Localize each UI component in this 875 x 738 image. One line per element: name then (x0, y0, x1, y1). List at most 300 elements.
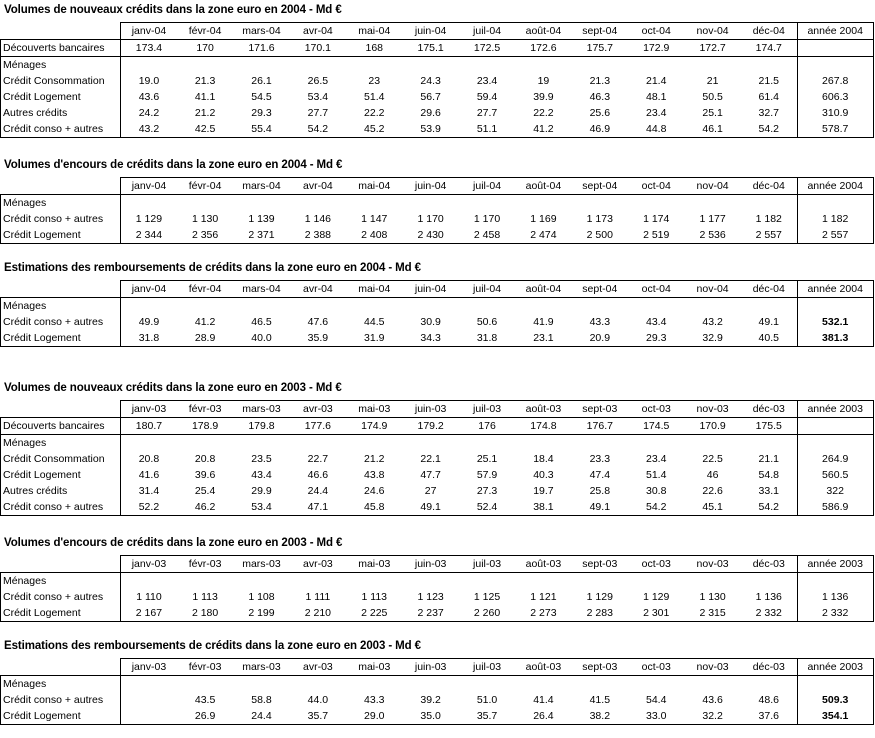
month-header: avr-03 (290, 556, 346, 573)
value-cell: 20.8 (121, 451, 177, 467)
month-header: déc-04 (741, 178, 797, 195)
month-header: févr-04 (177, 281, 233, 298)
value-cell (459, 573, 515, 590)
value-cell: 47.1 (290, 499, 346, 516)
row-label: Crédit Consommation (1, 73, 121, 89)
value-cell: 178.9 (177, 418, 233, 435)
value-cell (515, 195, 571, 212)
value-cell: 176.7 (572, 418, 628, 435)
value-cell (459, 435, 515, 452)
value-cell: 23.4 (645, 106, 667, 119)
value-cell: 47.7 (420, 468, 441, 481)
value-cell: 49.1 (572, 499, 628, 516)
section-title: Volumes de nouveaux crédits dans la zone euro en 2004 - Md € (4, 4, 342, 16)
value-cell: 29.0 (346, 708, 402, 725)
value-cell: 175.7 (572, 40, 628, 57)
value-cell (121, 435, 177, 452)
header-row (1, 23, 874, 40)
value-cell (402, 298, 458, 315)
value-cell (515, 676, 571, 693)
value-cell: 48.1 (645, 90, 667, 103)
value-cell: 1 129 (643, 590, 670, 603)
value-cell: 1 173 (586, 212, 613, 225)
value-cell (121, 708, 177, 725)
year-total-cell (797, 298, 873, 315)
month-header: mai-04 (346, 178, 402, 195)
value-cell: 40.3 (533, 468, 554, 481)
year-total-cell: 310.9 (797, 105, 873, 121)
value-cell (572, 298, 628, 315)
month-header: oct-03 (628, 401, 684, 418)
value-cell: 172.9 (628, 40, 684, 57)
value-cell (684, 195, 740, 212)
value-cell: 24.2 (121, 105, 177, 121)
month-header: nov-03 (684, 659, 740, 676)
value-cell: 46.9 (572, 121, 628, 138)
value-cell: 41.2 (194, 315, 216, 328)
header-row (1, 401, 874, 418)
header-blank (1, 401, 121, 418)
value-cell: 45.2 (346, 121, 402, 138)
value-cell (121, 676, 177, 693)
value-cell: 43.3 (364, 693, 385, 706)
table-row (1, 121, 874, 138)
value-cell: 2 180 (177, 605, 233, 622)
data-table (0, 555, 874, 622)
month-header: sept-04 (572, 281, 628, 298)
month-header: mai-04 (346, 23, 402, 40)
value-cell: 59.4 (476, 90, 498, 103)
month-header: févr-03 (177, 401, 233, 418)
value-cell: 43.6 (702, 693, 723, 706)
data-table (0, 280, 874, 347)
value-cell: 43.8 (364, 468, 385, 481)
header-row (1, 281, 874, 298)
header-blank (1, 556, 121, 573)
month-header: mars-03 (233, 659, 289, 676)
table-row (1, 418, 874, 435)
value-cell: 43.2 (702, 315, 723, 328)
value-cell (684, 435, 740, 452)
row-label: Ménages (1, 676, 121, 693)
value-cell: 26.4 (515, 708, 571, 725)
value-cell: 51.4 (364, 90, 385, 103)
value-cell: 1 111 (305, 590, 331, 603)
table-row (1, 211, 874, 227)
month-header: févr-03 (177, 659, 233, 676)
value-cell: 2 430 (402, 227, 458, 244)
value-cell: 45.1 (684, 499, 740, 516)
value-cell (628, 676, 684, 693)
row-label: Crédit conso + autres (1, 499, 121, 516)
value-cell: 29.9 (251, 484, 272, 497)
value-cell: 31.8 (459, 330, 515, 347)
value-cell: 38.2 (572, 708, 628, 725)
month-header: nov-04 (684, 178, 740, 195)
value-cell: 53.9 (402, 121, 458, 138)
month-header: mai-04 (346, 281, 402, 298)
table-row (1, 589, 874, 605)
value-cell (684, 573, 740, 590)
value-cell: 174.9 (346, 418, 402, 435)
year-total-cell: 586.9 (797, 499, 873, 516)
table-row (1, 89, 874, 105)
month-header: oct-03 (628, 556, 684, 573)
value-cell (515, 57, 571, 74)
value-cell (402, 676, 458, 693)
table-row (1, 330, 874, 347)
table-row (1, 467, 874, 483)
row-label: Autres crédits (1, 105, 121, 121)
value-cell: 2 167 (121, 605, 177, 622)
value-cell: 44.8 (628, 121, 684, 138)
row-label: Crédit conso + autres (1, 589, 121, 605)
table-row (1, 483, 874, 499)
value-cell: 51.4 (645, 468, 667, 481)
value-cell: 53.4 (233, 499, 289, 516)
row-label: Autres crédits (1, 483, 121, 499)
month-header: déc-03 (741, 659, 797, 676)
value-cell (572, 676, 628, 693)
value-cell (121, 195, 177, 212)
month-header: juil-04 (459, 178, 515, 195)
value-cell: 21.5 (758, 74, 779, 87)
month-header: oct-03 (628, 659, 684, 676)
value-cell: 49.1 (758, 315, 779, 328)
year-total-cell (797, 573, 873, 590)
value-cell: 2 332 (741, 605, 797, 622)
year-total-cell (797, 57, 873, 74)
value-cell: 1 113 (361, 590, 387, 603)
value-cell: 31.4 (121, 483, 177, 499)
data-table (0, 658, 874, 725)
value-cell: 170 (177, 40, 233, 57)
month-header: juil-04 (459, 281, 515, 298)
value-cell (233, 195, 289, 212)
value-cell: 49.9 (121, 314, 177, 330)
month-header: juil-03 (459, 659, 515, 676)
value-cell: 1 123 (417, 590, 444, 603)
value-cell: 1 139 (248, 212, 275, 225)
table-row (1, 435, 874, 452)
table-row (1, 298, 874, 315)
value-cell (515, 573, 571, 590)
value-cell: 43.4 (645, 315, 667, 328)
value-cell: 2 237 (402, 605, 458, 622)
value-cell: 22.1 (420, 452, 441, 465)
value-cell (121, 57, 177, 74)
value-cell: 51.0 (476, 693, 498, 706)
value-cell: 23.4 (476, 74, 498, 87)
value-cell: 26.9 (177, 708, 233, 725)
table-row (1, 708, 874, 725)
value-cell: 1 129 (586, 590, 613, 603)
value-cell: 175.5 (741, 418, 797, 435)
value-cell (515, 435, 571, 452)
value-cell: 174.8 (515, 418, 571, 435)
value-cell: 18.4 (533, 452, 554, 465)
value-cell: 49.1 (402, 499, 458, 516)
month-header: juin-04 (402, 23, 458, 40)
value-cell: 2 344 (121, 227, 177, 244)
month-header: déc-03 (741, 556, 797, 573)
month-header: févr-04 (177, 178, 233, 195)
month-header: mars-04 (233, 23, 289, 40)
value-cell: 26.5 (307, 74, 329, 87)
value-cell: 41.9 (533, 315, 554, 328)
value-cell: 40.5 (741, 330, 797, 347)
month-header: août-03 (515, 556, 571, 573)
year-total-cell: 606.3 (797, 89, 873, 105)
value-cell: 2 388 (290, 227, 346, 244)
value-cell: 170.1 (290, 40, 346, 57)
value-cell: 40.0 (233, 330, 289, 347)
value-cell: 46.3 (589, 90, 611, 103)
value-cell: 55.4 (233, 121, 289, 138)
value-cell: 2 519 (628, 227, 684, 244)
year-total-cell: 264.9 (797, 451, 873, 467)
value-cell: 25.4 (194, 484, 216, 497)
value-cell (741, 435, 797, 452)
value-cell: 32.9 (684, 330, 740, 347)
value-cell (572, 435, 628, 452)
value-cell: 52.2 (121, 499, 177, 516)
value-cell: 23.5 (251, 452, 272, 465)
value-cell: 54.2 (628, 499, 684, 516)
year-header: année 2004 (797, 23, 873, 40)
value-cell (290, 195, 346, 212)
month-header: août-04 (515, 23, 571, 40)
value-cell: 27.3 (476, 484, 498, 497)
value-cell (346, 57, 402, 74)
value-cell: 179.8 (233, 418, 289, 435)
row-label: Ménages (1, 573, 121, 590)
year-total-cell: 1 182 (797, 211, 873, 227)
value-cell: 39.6 (194, 468, 216, 481)
value-cell (572, 57, 628, 74)
value-cell (177, 57, 233, 74)
value-cell: 43.2 (121, 121, 177, 138)
row-label: Crédit Logement (1, 708, 121, 725)
value-cell: 1 147 (361, 212, 388, 225)
value-cell: 171.6 (233, 40, 289, 57)
month-header: avr-04 (290, 23, 346, 40)
year-total-cell (797, 435, 873, 452)
value-cell: 31.9 (346, 330, 402, 347)
value-cell (290, 676, 346, 693)
value-cell: 1 170 (473, 212, 501, 225)
month-header: nov-04 (684, 281, 740, 298)
header-blank (1, 178, 121, 195)
value-cell: 1 130 (191, 212, 219, 225)
value-cell: 1 125 (473, 590, 501, 603)
value-cell: 2 500 (572, 227, 628, 244)
value-cell (684, 57, 740, 74)
value-cell: 39.9 (533, 90, 554, 103)
value-cell: 22.6 (702, 484, 723, 497)
header-row (1, 556, 874, 573)
row-label: Crédit conso + autres (1, 211, 121, 227)
value-cell: 30.9 (420, 315, 441, 328)
month-header: avr-04 (290, 178, 346, 195)
value-cell: 22.2 (364, 106, 385, 119)
year-total-cell: 2 557 (797, 227, 873, 244)
value-cell: 172.6 (515, 40, 571, 57)
year-header: année 2003 (797, 401, 873, 418)
value-cell: 32.7 (758, 106, 779, 119)
value-cell: 21.2 (194, 106, 216, 119)
value-cell: 24.3 (420, 74, 441, 87)
value-cell: 54.2 (290, 121, 346, 138)
year-total-cell: 322 (797, 483, 873, 499)
value-cell: 22.2 (533, 106, 554, 119)
value-cell (741, 298, 797, 315)
row-label: Ménages (1, 195, 121, 212)
value-cell (233, 435, 289, 452)
table-row (1, 105, 874, 121)
value-cell (290, 435, 346, 452)
value-cell: 54.8 (758, 468, 779, 481)
value-cell: 176 (459, 418, 515, 435)
table-row (1, 57, 874, 74)
value-cell (346, 573, 402, 590)
value-cell: 2 371 (233, 227, 289, 244)
month-header: janv-04 (121, 281, 177, 298)
value-cell (290, 57, 346, 74)
value-cell: 46.6 (307, 468, 329, 481)
value-cell: 21.2 (364, 452, 385, 465)
year-total-cell: 381.3 (797, 330, 873, 347)
row-label: Crédit Consommation (1, 451, 121, 467)
value-cell: 31.8 (121, 330, 177, 347)
value-cell: 54.4 (645, 693, 667, 706)
value-cell (741, 57, 797, 74)
value-cell: 25.1 (702, 106, 723, 119)
value-cell: 53.4 (307, 90, 329, 103)
month-header: mai-03 (346, 401, 402, 418)
value-cell: 2 260 (459, 605, 515, 622)
value-cell (177, 676, 233, 693)
year-total-cell: 532.1 (797, 314, 873, 330)
value-cell: 38.1 (515, 499, 571, 516)
value-cell: 25.8 (589, 484, 611, 497)
month-header: déc-04 (741, 23, 797, 40)
row-label: Crédit conso + autres (1, 121, 121, 138)
header-blank (1, 659, 121, 676)
value-cell: 174.7 (741, 40, 797, 57)
value-cell (459, 676, 515, 693)
value-cell: 1 146 (304, 212, 331, 225)
value-cell: 22.5 (702, 452, 723, 465)
value-cell: 33.0 (628, 708, 684, 725)
table-row (1, 40, 874, 57)
header-blank (1, 281, 121, 298)
value-cell: 1 110 (121, 589, 177, 605)
value-cell: 170.9 (684, 418, 740, 435)
month-header: mars-03 (233, 556, 289, 573)
month-header: juin-03 (402, 659, 458, 676)
value-cell (515, 298, 571, 315)
value-cell: 175.1 (402, 40, 458, 57)
value-cell: 46.1 (684, 121, 740, 138)
value-cell: 27 (424, 484, 437, 497)
section-title: Estimations des remboursements de crédits dans la zone euro en 2003 - Md € (4, 640, 421, 652)
month-header: nov-03 (684, 401, 740, 418)
month-header: sept-03 (572, 401, 628, 418)
value-cell: 19 (537, 74, 550, 87)
table-row (1, 195, 874, 212)
value-cell: 177.6 (290, 418, 346, 435)
value-cell (628, 298, 684, 315)
value-cell: 35.0 (402, 708, 458, 725)
value-cell: 2 408 (346, 227, 402, 244)
data-table (0, 22, 874, 138)
row-label: Crédit Logement (1, 330, 121, 347)
value-cell: 39.2 (420, 693, 441, 706)
month-header: déc-03 (741, 401, 797, 418)
month-header: juil-03 (459, 556, 515, 573)
month-header: janv-03 (121, 659, 177, 676)
value-cell: 28.9 (177, 330, 233, 347)
year-total-cell (797, 418, 873, 435)
value-cell (290, 298, 346, 315)
row-label: Crédit Logement (1, 227, 121, 244)
value-cell: 19.0 (121, 73, 177, 89)
row-label: Crédit Logement (1, 89, 121, 105)
table-row (1, 499, 874, 516)
value-cell: 2 301 (628, 605, 684, 622)
value-cell: 173.4 (121, 40, 177, 57)
value-cell (402, 57, 458, 74)
value-cell (346, 676, 402, 693)
value-cell: 57.9 (476, 468, 498, 481)
value-cell: 41.5 (589, 693, 611, 706)
table-row (1, 573, 874, 590)
value-cell: 47.4 (589, 468, 611, 481)
value-cell: 172.5 (459, 40, 515, 57)
value-cell: 41.1 (194, 90, 216, 103)
value-cell (290, 573, 346, 590)
value-cell: 45.8 (346, 499, 402, 516)
value-cell: 174.5 (628, 418, 684, 435)
row-label: Ménages (1, 57, 121, 74)
value-cell: 2 474 (515, 227, 571, 244)
value-cell: 58.8 (251, 693, 272, 706)
year-total-cell (797, 676, 873, 693)
value-cell: 1 182 (755, 212, 782, 225)
value-cell: 23.4 (645, 452, 667, 465)
value-cell (233, 676, 289, 693)
value-cell: 2 199 (233, 605, 289, 622)
value-cell: 44.0 (307, 693, 329, 706)
value-cell (741, 676, 797, 693)
value-cell: 42.5 (177, 121, 233, 138)
value-cell (628, 195, 684, 212)
row-label: Crédit Logement (1, 467, 121, 483)
value-cell: 21.3 (194, 74, 216, 87)
row-label: Ménages (1, 435, 121, 452)
value-cell (741, 573, 797, 590)
value-cell: 27.7 (307, 106, 329, 119)
value-cell (233, 573, 289, 590)
value-cell: 50.5 (702, 90, 723, 103)
value-cell: 1 113 (192, 590, 218, 603)
value-cell: 21.1 (758, 452, 779, 465)
value-cell: 23.1 (515, 330, 571, 347)
value-cell: 46.2 (177, 499, 233, 516)
month-header: sept-04 (572, 178, 628, 195)
value-cell (402, 573, 458, 590)
